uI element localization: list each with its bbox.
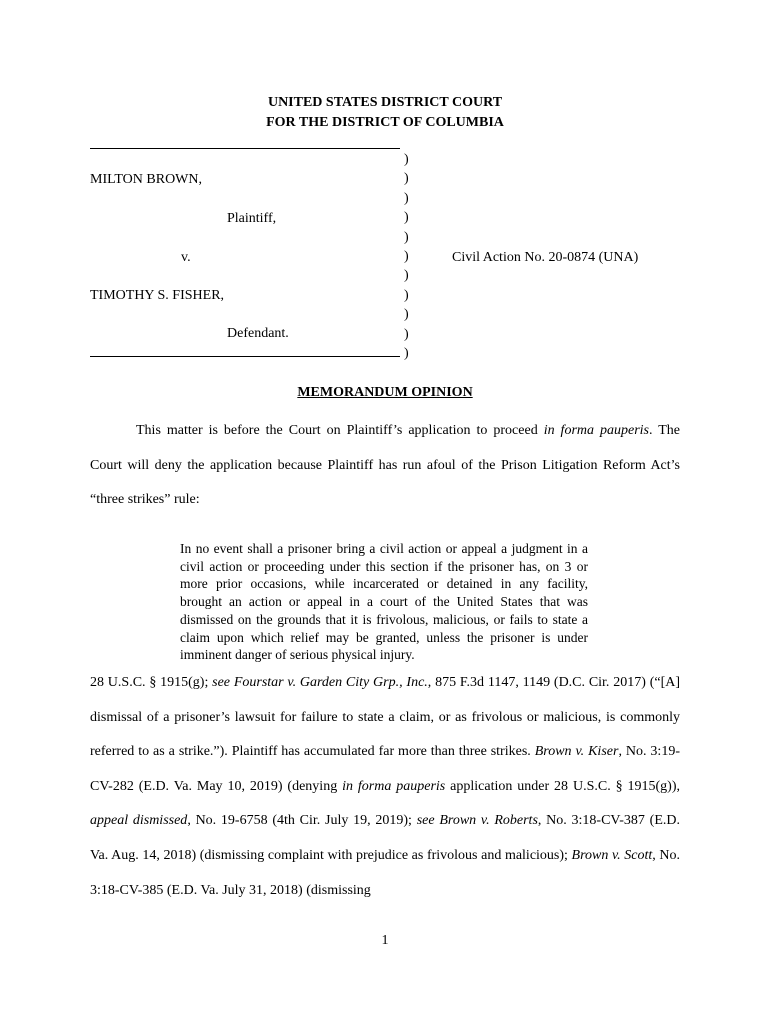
italic-run: Brown v. Scott (571, 847, 653, 863)
text-run: , No. 19-6758 (4th Cir. July 19, 2019); (187, 813, 417, 829)
opening-paragraph (90, 414, 680, 518)
text-run: This matter is before the Court on Plaintiff’s application to proceed (136, 423, 544, 438)
italic-run: in forma pauperis (342, 778, 446, 794)
caption-paren: ) (404, 268, 409, 284)
block-quote: In no event shall a prisoner bring a civil action or appeal a judgment in a civil action or proceeding under this section if the prisoner has, on 3 or more prior occasions, while incarcerated or detained in any facility, brought an action or appeal in a court of the United States that was dismissed on the grounds that it is frivolous, malicious, or fails to state a claim upon which relief may be granted, unless the prisoner is under imminent danger of serious physical injury. (180, 541, 588, 663)
caption-paren: ) (404, 307, 409, 323)
memorandum-heading: MEMORANDUM OPINION (297, 385, 473, 400)
caption-paren: ) (404, 152, 409, 167)
italic-run: see Fourstar v. Garden City Grp., Inc. (212, 675, 428, 690)
text-run: . The Court will deny the application because Plaintiff has run afoul of the Prison Litigation Reform Act’s “three strikes” rule: (90, 423, 680, 508)
caption-paren: ) (404, 190, 409, 206)
caption-parentheses (404, 150, 416, 363)
caption-paren: ) (404, 171, 409, 187)
caption-paren: ) (404, 248, 409, 264)
caption-paren: ) (404, 345, 409, 361)
caption-bottom-rule (90, 356, 400, 357)
versus: v. (181, 250, 191, 265)
text-run: application under 28 U.S.C. § 1915(g)), (445, 778, 680, 794)
text-run: , No. 3:19-CV-282 (E.D. Va. May 10, 2019) (denying (90, 744, 680, 794)
italic-run: appeal dismissed (90, 813, 188, 829)
caption-paren: ) (404, 287, 409, 303)
defendant-role: Defendant. (227, 326, 289, 341)
text-run: , No. 3:18-CV-387 (E.D. Va. Aug. 14, 2018) (dismissing complaint with prejudice as frivolous and malicious); (90, 813, 680, 863)
case-number: Civil Action No. 20-0874 (UNA) (452, 250, 639, 265)
text-run: 28 U.S.C. § 1915(g); (90, 675, 213, 690)
italic-run: in forma pauperis (543, 423, 649, 438)
court-name-line-2: FOR THE DISTRICT OF COLUMBIA (266, 115, 504, 130)
caption-paren: ) (404, 210, 409, 226)
page-number: 1 (381, 933, 389, 948)
caption-paren: ) (404, 326, 409, 342)
court-name-line-1: UNITED STATES DISTRICT COURT (267, 95, 503, 110)
text-run: , 875 F.3d 1147, 1149 (D.C. Cir. 2017) (“[A] dismissal of a prisoner’s lawsuit for failure to state a claim, or as frivolous or malicious, is commonly referred to as a strike.”). Plaintiff has accumulated far more than three strikes. (90, 675, 681, 760)
caption-top-rule (90, 148, 400, 149)
text-run: , No. 3:18-CV-385 (E.D. Va. July 31, 2018) (dismissing (90, 847, 680, 898)
plaintiff-name: MILTON BROWN, (90, 172, 203, 187)
caption-paren: ) (404, 229, 409, 245)
italic-run: see Brown v. Roberts (416, 813, 538, 829)
citation-paragraph (90, 666, 680, 908)
defendant-name: TIMOTHY S. FISHER, (90, 288, 225, 303)
italic-run: Brown v. Kiser (534, 744, 619, 760)
plaintiff-role: Plaintiff, (227, 211, 277, 226)
